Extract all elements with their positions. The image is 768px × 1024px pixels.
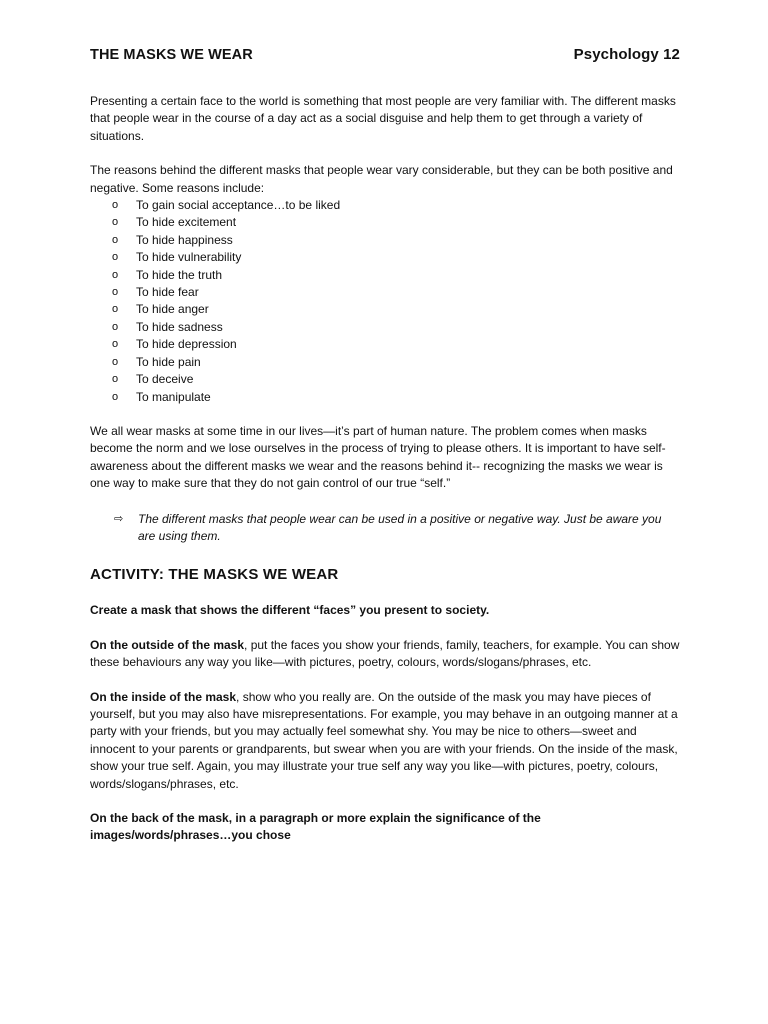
bullet-icon: o — [112, 286, 119, 299]
activity-heading: ACTIVITY: THE MASKS WE WEAR — [90, 566, 339, 584]
list-item: o To deceive — [90, 371, 680, 388]
masks-paragraph: We all wear masks at some time in our lives—it’s part of human nature. The problem comes when masks become the norm and we lose ourselves in the process of trying to please others. It is important to have self-awareness about the different masks we wear and the reasons behind it-- recognizing the masks we wear is one way to make sure that they do not gain control of our true “self.” — [90, 423, 666, 491]
outside-instruction — [90, 637, 680, 672]
bullet-icon: o — [112, 338, 119, 351]
course-name: Psychology 12 — [573, 46, 680, 63]
arrow-right-icon: ⇨ — [114, 512, 124, 525]
list-item: o To hide pain — [90, 354, 680, 371]
intro-paragraph: Presenting a certain face to the world is something that most people are very familiar with. The different masks that people wear in the course of a day act as a social disguise and help them to get through a variety of situations. — [90, 94, 676, 143]
outside-lead: On the outside of the mask — [90, 637, 245, 652]
list-item: o To gain social acceptance…to be liked — [90, 197, 680, 214]
create-instruction: Create a mask that shows the different “faces” you present to society. — [90, 603, 490, 618]
inside-lead: On the inside of the mask — [90, 689, 237, 704]
inside-instruction — [90, 689, 680, 793]
bullet-icon: o — [112, 199, 119, 212]
bullet-icon: o — [112, 390, 119, 403]
document-header — [90, 46, 680, 74]
note-text: The different masks that people wear can be used in a positive or negative way. Just be aware you are using them. — [138, 511, 662, 543]
list-item: o To hide depression — [90, 336, 680, 353]
bullet-icon: o — [112, 251, 119, 264]
document-title: THE MASKS WE WEAR — [90, 47, 253, 63]
bullet-icon: o — [112, 373, 119, 386]
inside-text: , show who you really are. On the outside of the mask you may have pieces of yourself, but you may also have misrepresentations. For example, you may behave in an outgoing manner at a party with your friends, but you may actually feel somewhat shy. You may be nice to others—sweet and innocent to your parents or grandparents, but swear when you are with your friends. On the inside of the mask, show your true self. Again, you may illustrate your true self any way you like—with pictures, poetry, colours, words/slogans/phrases, etc. — [90, 689, 678, 791]
list-item: o To hide the truth — [90, 267, 680, 284]
reasons-intro-paragraph: The reasons behind the different masks that people wear vary considerable, but they can be both positive and negative. Some reasons include: — [90, 163, 673, 195]
outside-text: , put the faces you show your friends, family, teachers, for example. You can show these behaviours any way you like—with pictures, poetry, colours, words/slogans/phrases, etc. — [90, 637, 680, 670]
reasons-list — [90, 197, 680, 406]
bullet-icon: o — [112, 303, 119, 316]
bullet-icon: o — [112, 320, 119, 333]
bullet-icon: o — [112, 268, 119, 281]
list-item: o To hide excitement — [90, 214, 680, 231]
list-item: o To hide sadness — [90, 319, 680, 336]
note-callout — [90, 511, 680, 546]
document-page — [90, 46, 680, 845]
list-item: o To hide happiness — [90, 232, 680, 249]
bullet-icon: o — [112, 355, 119, 368]
list-item: o To manipulate — [90, 389, 680, 406]
list-item: o To hide vulnerability — [90, 249, 680, 266]
list-item: o To hide anger — [90, 301, 680, 318]
bullet-icon: o — [112, 216, 119, 229]
back-instruction: On the back of the mask, in a paragraph or more explain the significance of the images/words/phrases…you chose — [90, 811, 541, 843]
list-item: o To hide fear — [90, 284, 680, 301]
bullet-icon: o — [112, 233, 119, 246]
